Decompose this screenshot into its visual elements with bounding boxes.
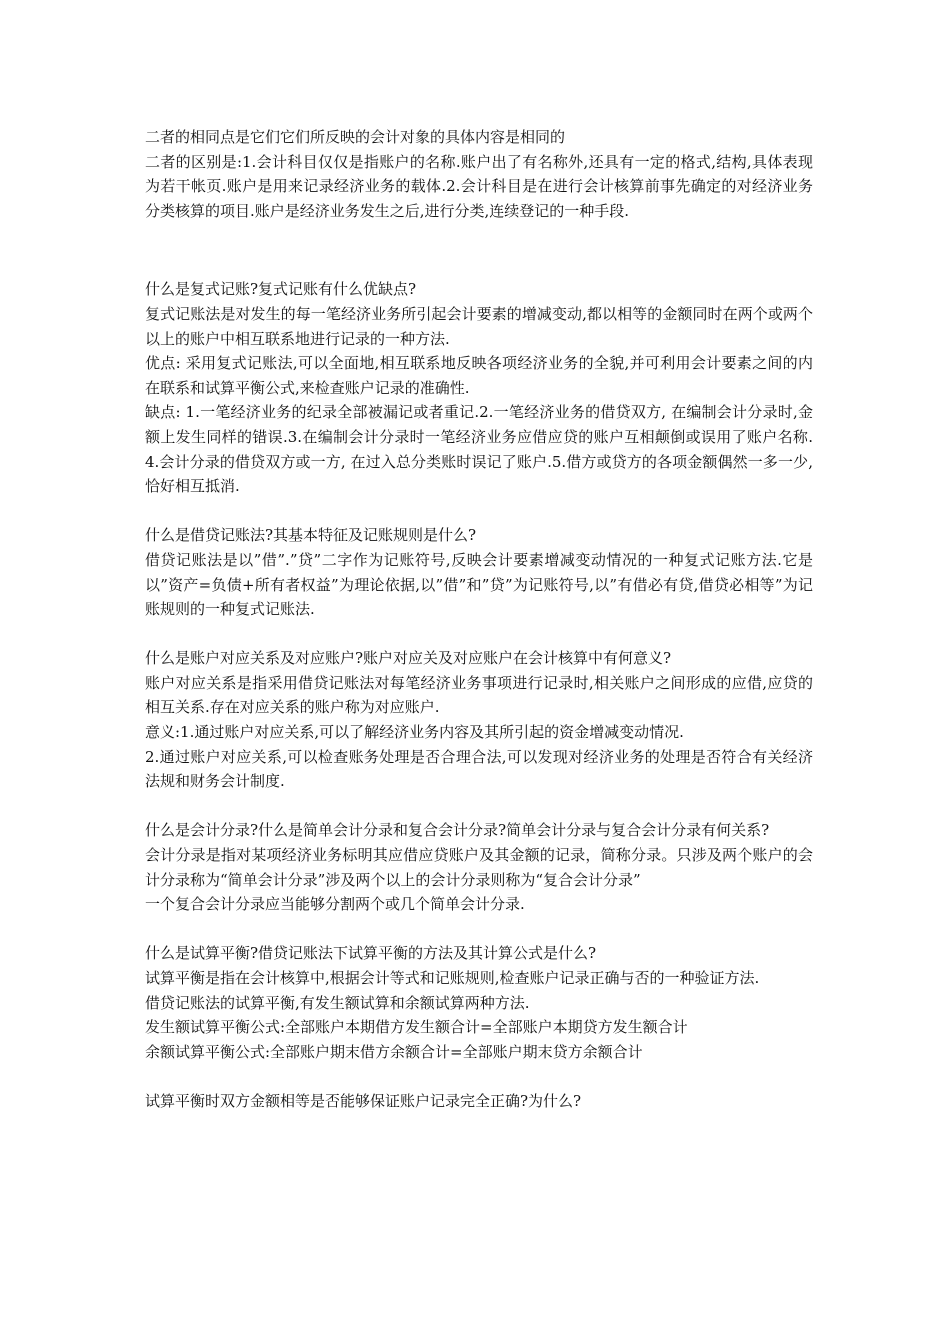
question-heading: 什么是会计分录?什么是简单会计分录和复合会计分录?简单会计分录与复合会计分录有何关系? — [145, 821, 770, 840]
question-heading: 什么是借贷记账法?其基本特征及记账规则是什么? — [145, 526, 477, 545]
section-account-vs-subject — [145, 125, 813, 223]
section-account-correspondence — [145, 646, 813, 794]
section-debit-credit-method — [145, 523, 813, 621]
question-heading: 什么是复式记账?复式记账有什么优缺点? — [145, 280, 417, 299]
paragraph: 账户对应关系是指采用借贷记账法对每笔经济业务事项进行记录时,相关账户之间形成的应借,应贷的相互关系.存在对应关系的账户称为对应账户. — [145, 673, 813, 717]
paragraph: 余额试算平衡公式:全部账户期末借方余额合计=全部账户期末贷方余额合计 — [145, 1042, 643, 1061]
document-page — [145, 125, 813, 1114]
paragraph: 一个复合会计分录应当能够分割两个或几个简单会计分录. — [145, 895, 525, 914]
paragraph: 二者的相同点是它们它们所反映的会计对象的具体内容是相同的 — [145, 128, 566, 146]
paragraph: 试算平衡是指在会计核算中,根据会计等式和记账规则,检查账户记录正确与否的一种验证方法. — [145, 969, 760, 987]
paragraph: 意义:1.通过账户对应关系,可以了解经济业务内容及其所引起的资金增减变动情况. — [145, 723, 684, 742]
paragraph: 复式记账法是对发生的每一笔经济业务所引起会计要素的增减变动,都以相等的金额同时在两个或两个以上的账户中相互联系地进行记录的一种方法. — [145, 304, 813, 348]
section-trial-balance-question — [145, 1089, 813, 1114]
question-heading: 什么是账户对应关系及对应账户?账户对应关及对应账户在会计核算中有何意义? — [145, 649, 672, 668]
section-journal-entries — [145, 818, 813, 916]
question-heading: 什么是试算平衡?借贷记账法下试算平衡的方法及其计算公式是什么? — [145, 944, 597, 963]
section-trial-balance — [145, 941, 813, 1064]
paragraph: 缺点: 1.一笔经济业务的纪录全部被漏记或者重记.2.一笔经济业务的借贷双方, 在编制会计分录时,金额上发生同样的错误.3.在编制会计分录时一笔经济业务应借应贷的账户互相颠倒或误用了账户名称.4.会计分录的借贷双方或一方, 在过入总分类账时误记了账户.5.借方或贷方的各项金额偶然一多一少, 恰好相互抵消. — [145, 403, 813, 496]
question-heading: 试算平衡时双方金额相等是否能够保证账户记录完全正确?为什么? — [145, 1091, 582, 1110]
paragraph: 发生额试算平衡公式:全部账户本期借方发生额合计=全部账户本期贷方发生额合计 — [145, 1018, 688, 1037]
paragraph: 二者的区别是:1.会计科目仅仅是指账户的名称.账户出了有名称外,还具有一定的格式,结构,具体表现为若干帐页.账户是用来记录经济业务的载体.2.会计科目是在进行会计核算前事先确定的对经济业务分类核算的项目.账户是经济业务发生之后,进行分类,连续登记的一种手段. — [145, 152, 813, 220]
paragraph: 会计分录是指对某项经济业务标明其应借应贷账户及其金额的记录，简称分录。只涉及两个账户的会计分录称为“简单会计分录”涉及两个以上的会计分录则称为“复合会计分录” — [145, 846, 813, 889]
section-double-entry — [145, 277, 813, 498]
paragraph: 优点: 采用复式记账法,可以全面地,相互联系地反映各项经济业务的全貌,并可利用会计要素之间的内在联系和试算平衡公式,来检查账户记录的准确性. — [145, 354, 813, 397]
paragraph: 借贷记账法是以”借”.”贷”二字作为记账符号,反映会计要素增减变动情况的一种复式记账方法.它是以”资产=负债+所有者权益”为理论依据,以”借”和”贷”为记账符号,以”有借必有贷,借贷必相等”为记账规则的一种复式记账法. — [145, 550, 813, 619]
paragraph: 借贷记账法的试算平衡,有发生额试算和余额试算两种方法. — [145, 993, 530, 1012]
paragraph: 2.通过账户对应关系,可以检查账务处理是否合理合法,可以发现对经济业务的处理是否符合有关经济法规和财务会计制度. — [145, 747, 813, 791]
